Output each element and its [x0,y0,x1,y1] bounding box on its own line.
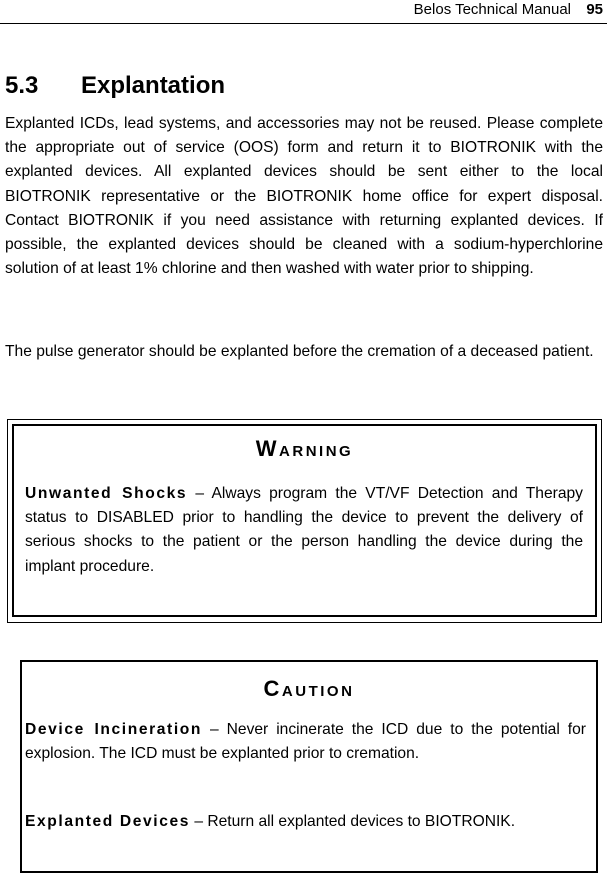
caution-title: Caution [263,676,355,701]
section-heading [5,72,225,100]
caution-item [25,718,586,766]
caution-item [25,810,586,834]
manual-title: Belos Technical Manual [413,1,571,18]
section-number: 5.3 [5,72,39,99]
warning-description: – Always program the VT/VF Detection and Therapy status to DISABLED prior to handling the device to prevent the delivery of serious shocks to the patient or the person handling the device during the implant procedure. [25,485,583,575]
page-header [0,0,607,24]
section-title: Explantation [81,72,226,99]
caution-item-label: Explanted Devices [25,813,191,830]
page-number: 95 [586,1,603,18]
body-paragraph-1: Explanted ICDs, lead systems, and accessories may not be reused. Please complete the appropriate out of service (OOS) form and return it to BIOTRONIK with the explanted devices. All explanted devices should be sent either to the local BIOTRONIK representative or the BIOTRONIK home office for expert disposal. Contact BIOTRONIK if you need assistance with returning explanted devices. If possible, the explanted devices should be cleaned with a sodium-hyperchlorine solution of at least 1% chlorine and then washed with water prior to shipping. [5,115,603,278]
warning-title: Warning [255,436,354,461]
caution-item-label: Device Incineration [25,721,203,738]
caution-item-description: – Return all explanted devices to BIOTRONIK. [190,813,516,830]
warning-label: Unwanted Shocks [25,485,188,502]
warning-text [25,482,583,579]
caution-item-description: – Never incinerate the ICD due to the potential for explosion. The ICD must be explanted prior to cremation. [25,721,586,763]
body-paragraph-2: The pulse generator should be explanted before the cremation of a deceased patient. [5,343,594,360]
